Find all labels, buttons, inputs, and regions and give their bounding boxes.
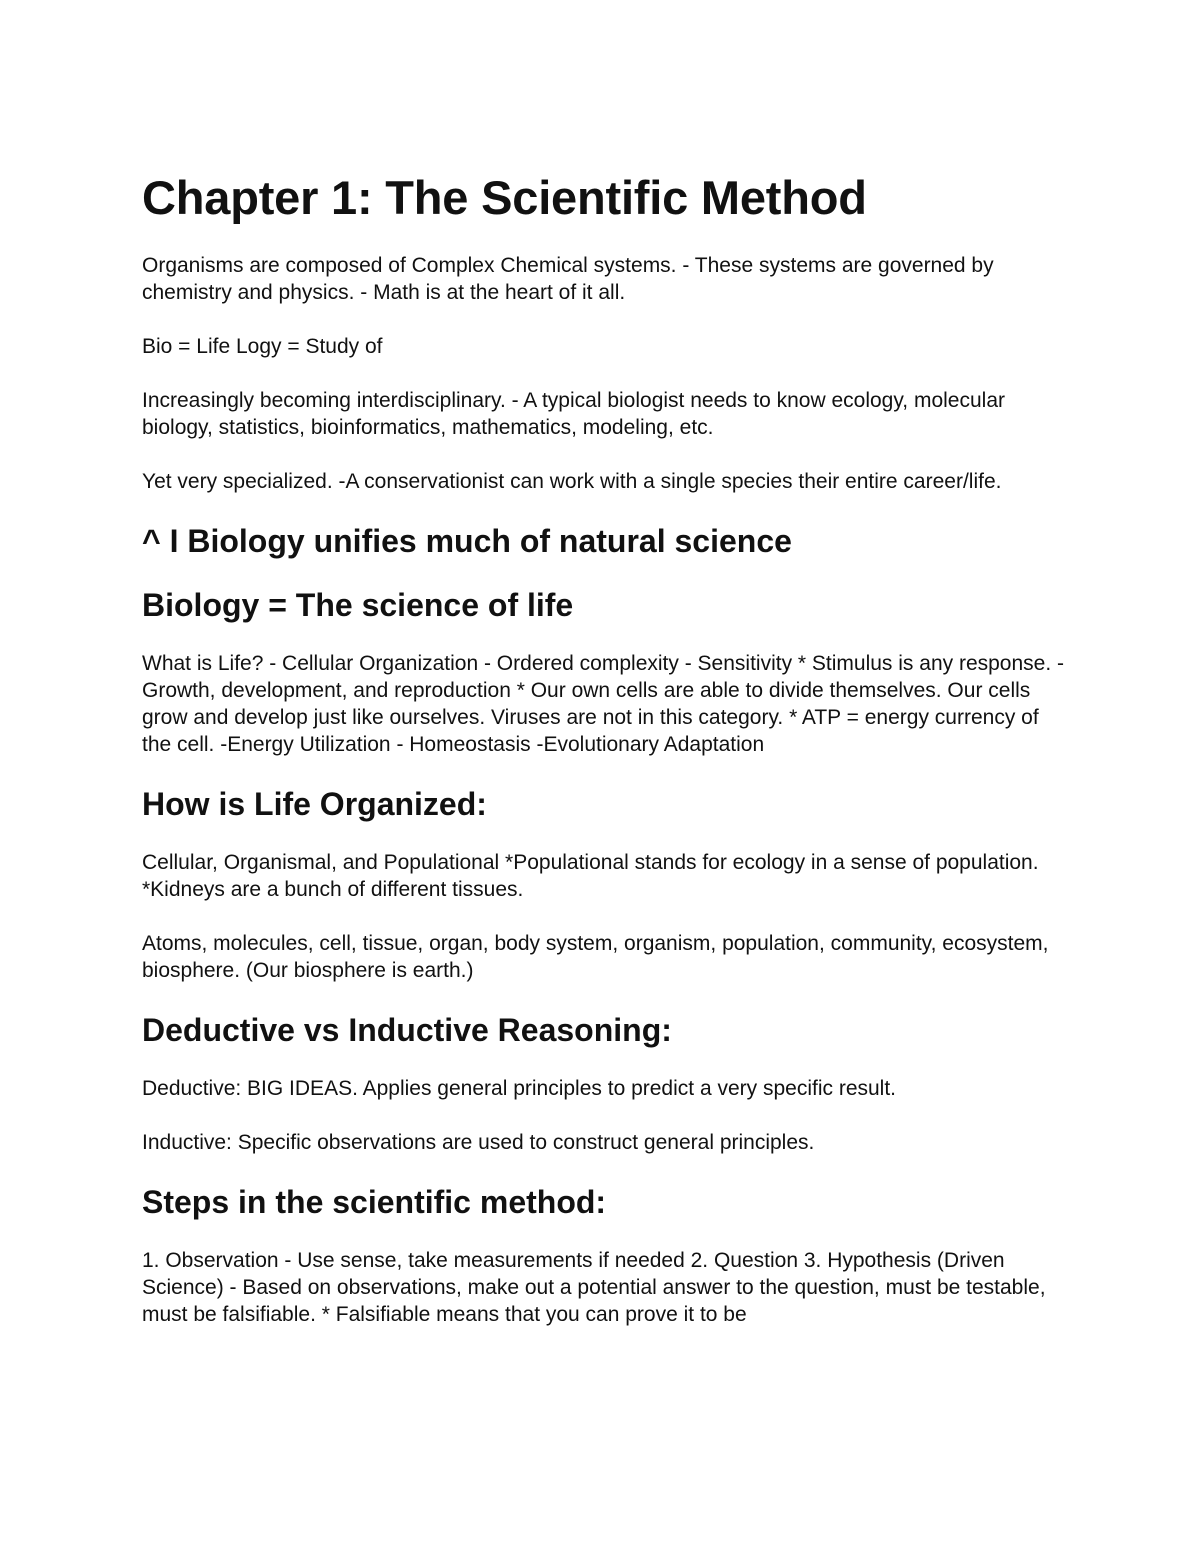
section-paragraph: Cellular, Organismal, and Populational *Populational stands for ecology in a sense of population. *Kidneys are a bunch of different tissues. — [142, 851, 1039, 901]
section-paragraph: Deductive: BIG IDEAS. Applies general principles to predict a very specific result. — [142, 1077, 897, 1100]
document-page — [142, 170, 1072, 1355]
section-heading-reasoning: Deductive vs Inductive Reasoning: — [142, 1012, 672, 1048]
section-heading-biology-unifies: ^ I Biology unifies much of natural science — [142, 523, 792, 559]
section-paragraph: What is Life? - Cellular Organization - Ordered complexity - Sensitivity * Stimulus is any response. - Growth, development, and reproduction * Our own cells are able to divide themselves. Our cells grow and develop just like ourselves. Viruses are not in this category. * ATP = energy currency of the cell. -Energy Utilization - Homeostasis -Evolutionary Adaptation — [142, 652, 1065, 756]
section-heading-scientific-steps: Steps in the scientific method: — [142, 1184, 607, 1220]
section-heading-science-of-life: Biology = The science of life — [142, 587, 574, 623]
section-paragraph: 1. Observation - Use sense, take measurements if needed 2. Question 3. Hypothesis (Driven Science) - Based on observations, make out a potential answer to the question, must be testable, must be falsifiable. * Falsifiable means that you can prove it to be — [142, 1249, 1046, 1326]
section-paragraph: Atoms, molecules, cell, tissue, organ, body system, organism, population, community, ecosystem, biosphere. (Our biosphere is earth.) — [142, 932, 1049, 982]
section-paragraph: Inductive: Specific observations are used to construct general principles. — [142, 1131, 815, 1154]
intro-paragraph: Organisms are composed of Complex Chemical systems. - These systems are governed by chemistry and physics. - Math is at the heart of it all. — [142, 254, 994, 304]
section-heading-life-organized: How is Life Organized: — [142, 786, 487, 822]
document-title: Chapter 1: The Scientific Method — [142, 171, 867, 224]
intro-paragraph: Yet very specialized. -A conservationist can work with a single species their entire career/life. — [142, 470, 1002, 493]
intro-paragraph: Increasingly becoming interdisciplinary. - A typical biologist needs to know ecology, molecular biology, statistics, bioinformatics, mathematics, modeling, etc. — [142, 389, 1005, 439]
intro-paragraph: Bio = Life Logy = Study of — [142, 335, 383, 358]
